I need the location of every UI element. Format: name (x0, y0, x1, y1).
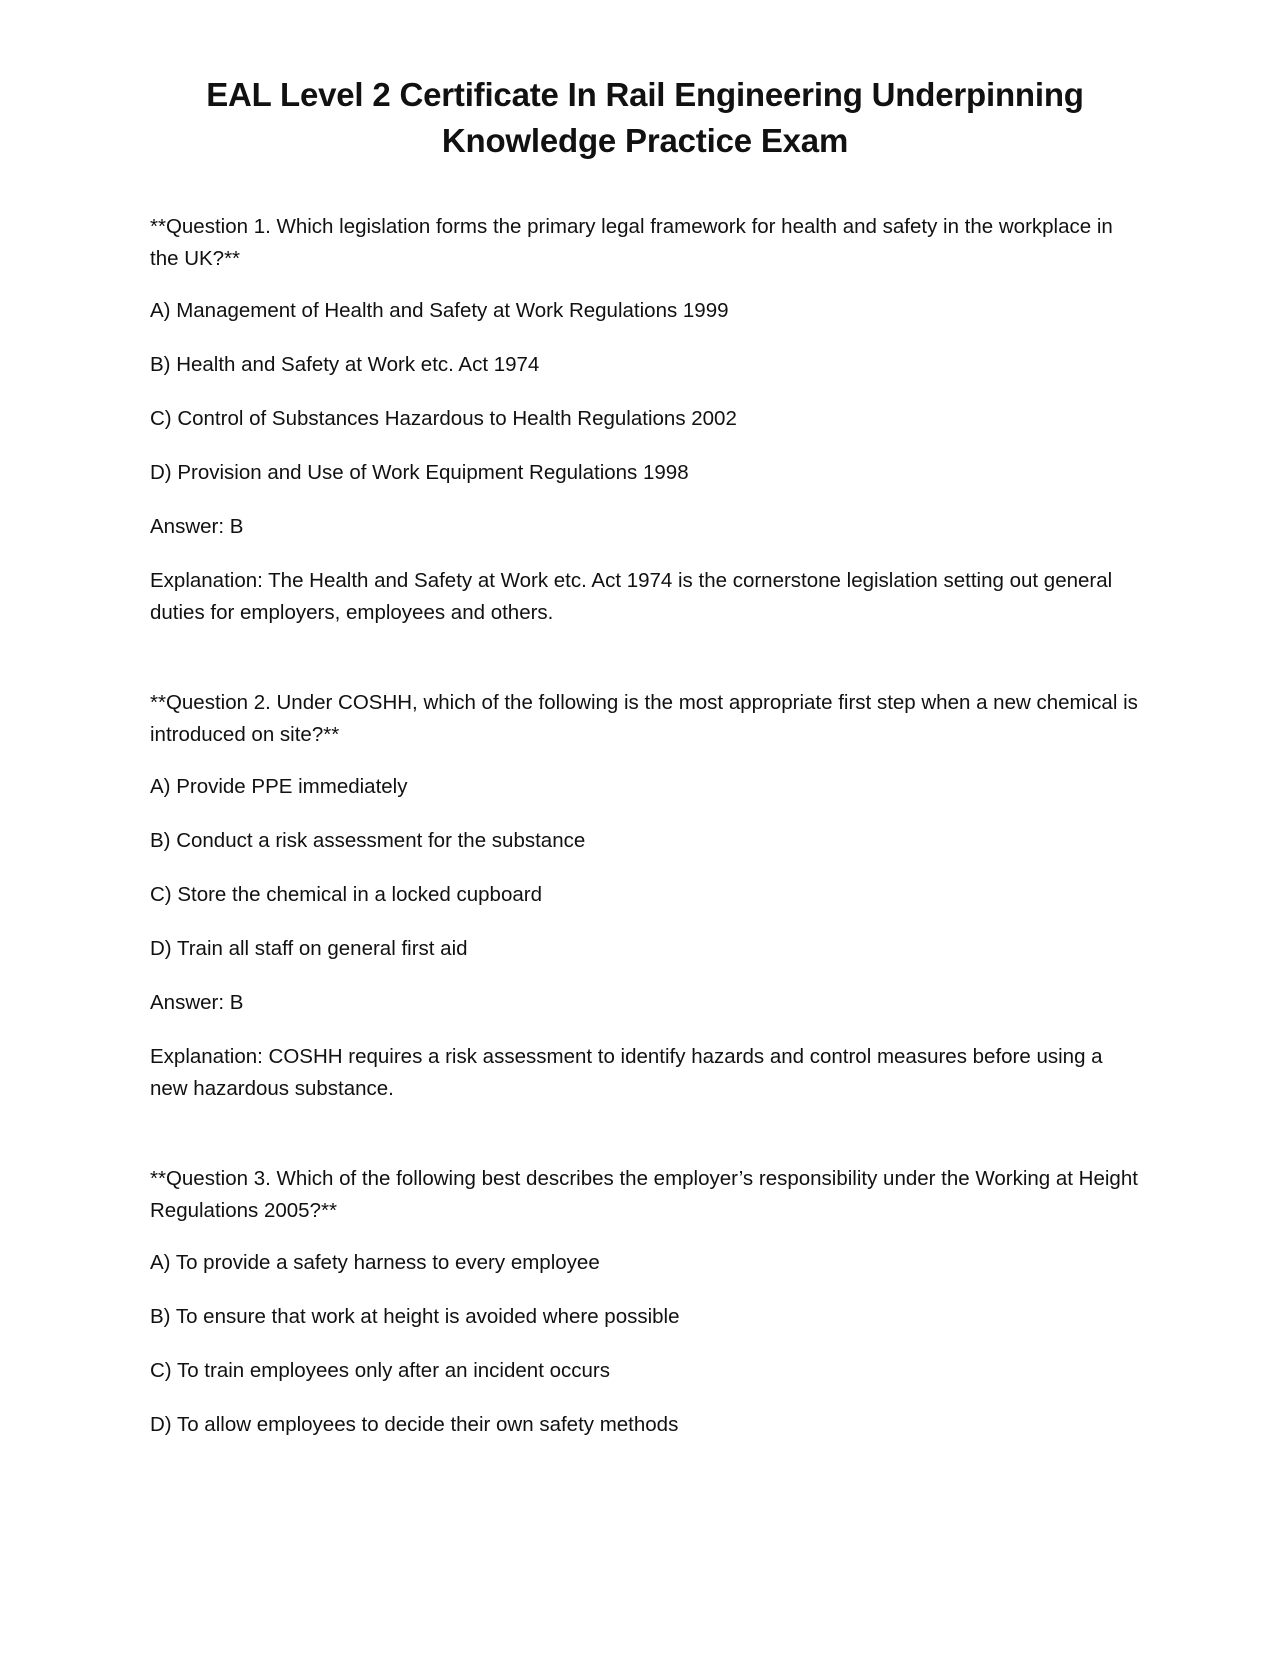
option-b: B) To ensure that work at height is avoided where possible (150, 1305, 680, 1328)
option-d: D) Train all staff on general first aid (150, 937, 468, 960)
option-d: D) Provision and Use of Work Equipment Regulations 1998 (150, 461, 689, 484)
option-c: C) To train employees only after an incident occurs (150, 1359, 610, 1382)
question-3 (150, 1163, 1140, 1441)
explanation: Explanation: The Health and Safety at Work etc. Act 1974 is the cornerstone legislation setting out general duties for employers, employees and others. (150, 569, 1113, 624)
explanation: Explanation: COSHH requires a risk assessment to identify hazards and control measures before using a new hazardous substance. (150, 1045, 1103, 1100)
answer: Answer: B (150, 991, 244, 1014)
answer: Answer: B (150, 515, 244, 538)
option-d: D) To allow employees to decide their own safety methods (150, 1413, 679, 1436)
question-2 (150, 687, 1140, 1105)
option-a: A) Provide PPE immediately (150, 775, 408, 798)
option-c: C) Control of Substances Hazardous to Health Regulations 2002 (150, 407, 737, 430)
option-c: C) Store the chemical in a locked cupboard (150, 883, 542, 906)
question-text: **Question 2. Under COSHH, which of the following is the most appropriate first step when a new chemical is introduced on site?** (150, 691, 1138, 746)
option-b: B) Health and Safety at Work etc. Act 1974 (150, 353, 540, 376)
document-title (150, 72, 1140, 164)
title-line-2: Knowledge Practice Exam (441, 122, 849, 159)
option-b: B) Conduct a risk assessment for the substance (150, 829, 586, 852)
question-text: **Question 1. Which legislation forms the primary legal framework for health and safety in the workplace in the UK?** (150, 215, 1113, 270)
question-1 (150, 211, 1140, 629)
question-text: **Question 3. Which of the following best describes the employer’s responsibility under the Working at Height Regulations 2005?** (150, 1167, 1138, 1222)
option-a: A) To provide a safety harness to every employee (150, 1251, 600, 1274)
option-a: A) Management of Health and Safety at Work Regulations 1999 (150, 299, 729, 322)
title-line-1: EAL Level 2 Certificate In Rail Engineering Underpinning (206, 76, 1084, 113)
